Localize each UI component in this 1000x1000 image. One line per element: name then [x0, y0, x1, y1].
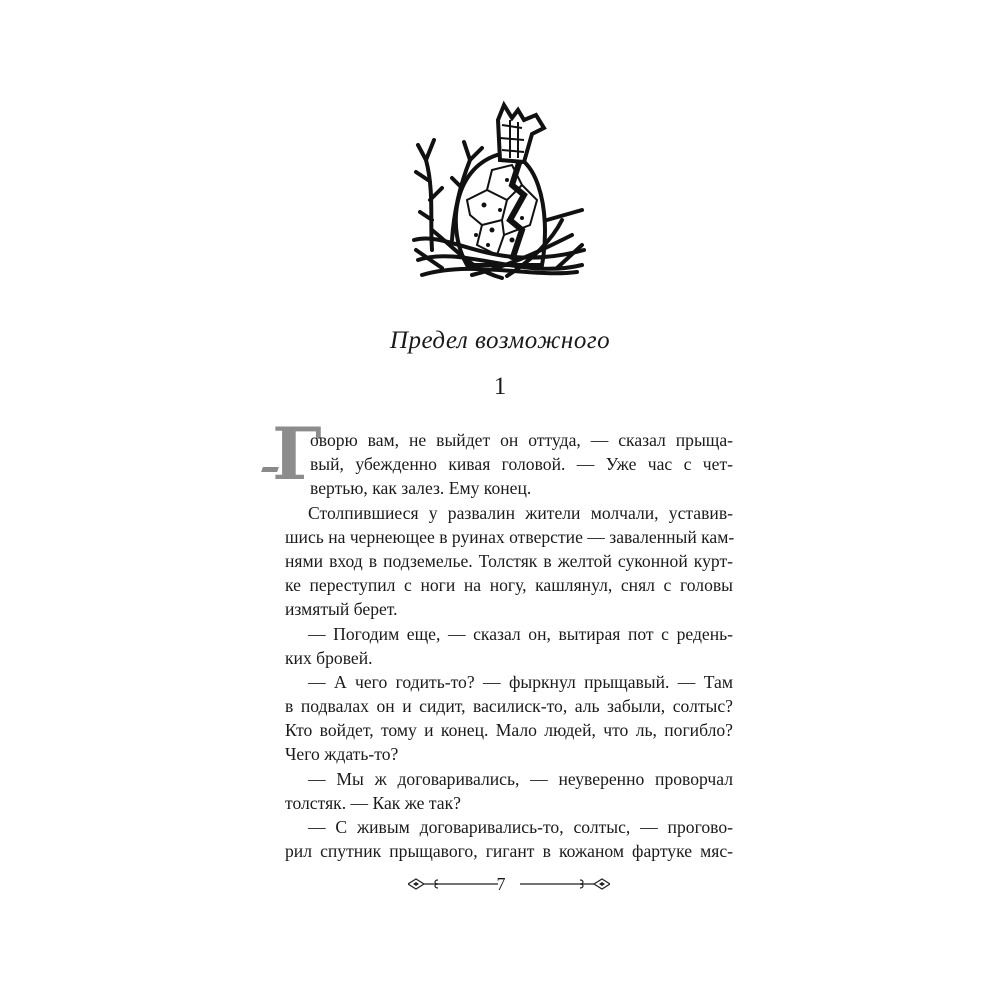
page-number: 7	[496, 874, 506, 894]
text-line: рил спутник прыщавого, гигант в кожаном фартуке мяс-	[285, 841, 733, 862]
text-line: вертью, как залез. Ему конец.	[310, 478, 532, 499]
dropcap-letter: Г	[272, 411, 322, 496]
text-line: измятый берет.	[285, 599, 398, 620]
text-line: — С живым договаривались-то, солтыс, — прогово-	[308, 817, 733, 837]
text-line: вый, убежденно кивая головой. — Уже час с чет-	[310, 454, 733, 475]
text-line: Чего ждать-то?	[285, 744, 399, 765]
text-line: ких бровей.	[285, 647, 373, 668]
text-line: в подвалах он и сидит, василиск-то, аль забыли, солтыс?	[285, 696, 733, 717]
text-line: — А чего годить-то? — фыркнул прыщавый. — Там	[308, 671, 733, 692]
ornament-left-icon	[408, 877, 498, 891]
text-line: — Погодим еще, — сказал он, вытирая пот с редень-	[308, 623, 733, 644]
chapter-number: 1	[493, 373, 507, 400]
text-line: ке переступил с ноги на ногу, кашлянул, снял с головы	[285, 575, 733, 596]
text-line: оворю вам, не выйдет он оттуда, — сказал прыща-	[310, 430, 733, 450]
chapter-title: Предел возможного	[389, 327, 611, 354]
body-text	[285, 428, 733, 863]
ornament-right-icon	[520, 877, 610, 891]
text-line: толстяк. — Как же так?	[285, 792, 461, 813]
text-line: шись на чернеющее в руинах отверстие — заваленный кам-	[285, 526, 735, 547]
text-line: — Мы ж договаривались, — неуверенно проворчал	[308, 768, 733, 789]
dragon-egg-nest-icon	[412, 100, 588, 280]
text-line: Кто войдет, тому и конец. Мало людей, что ль, погибло?	[285, 720, 733, 741]
text-line: Столпившиеся у развалин жители молчали, уставив-	[308, 502, 733, 523]
page-footer	[0, 872, 1000, 896]
text-line: нями вход в подземелье. Толстяк в желтой суконной курт-	[285, 550, 733, 571]
